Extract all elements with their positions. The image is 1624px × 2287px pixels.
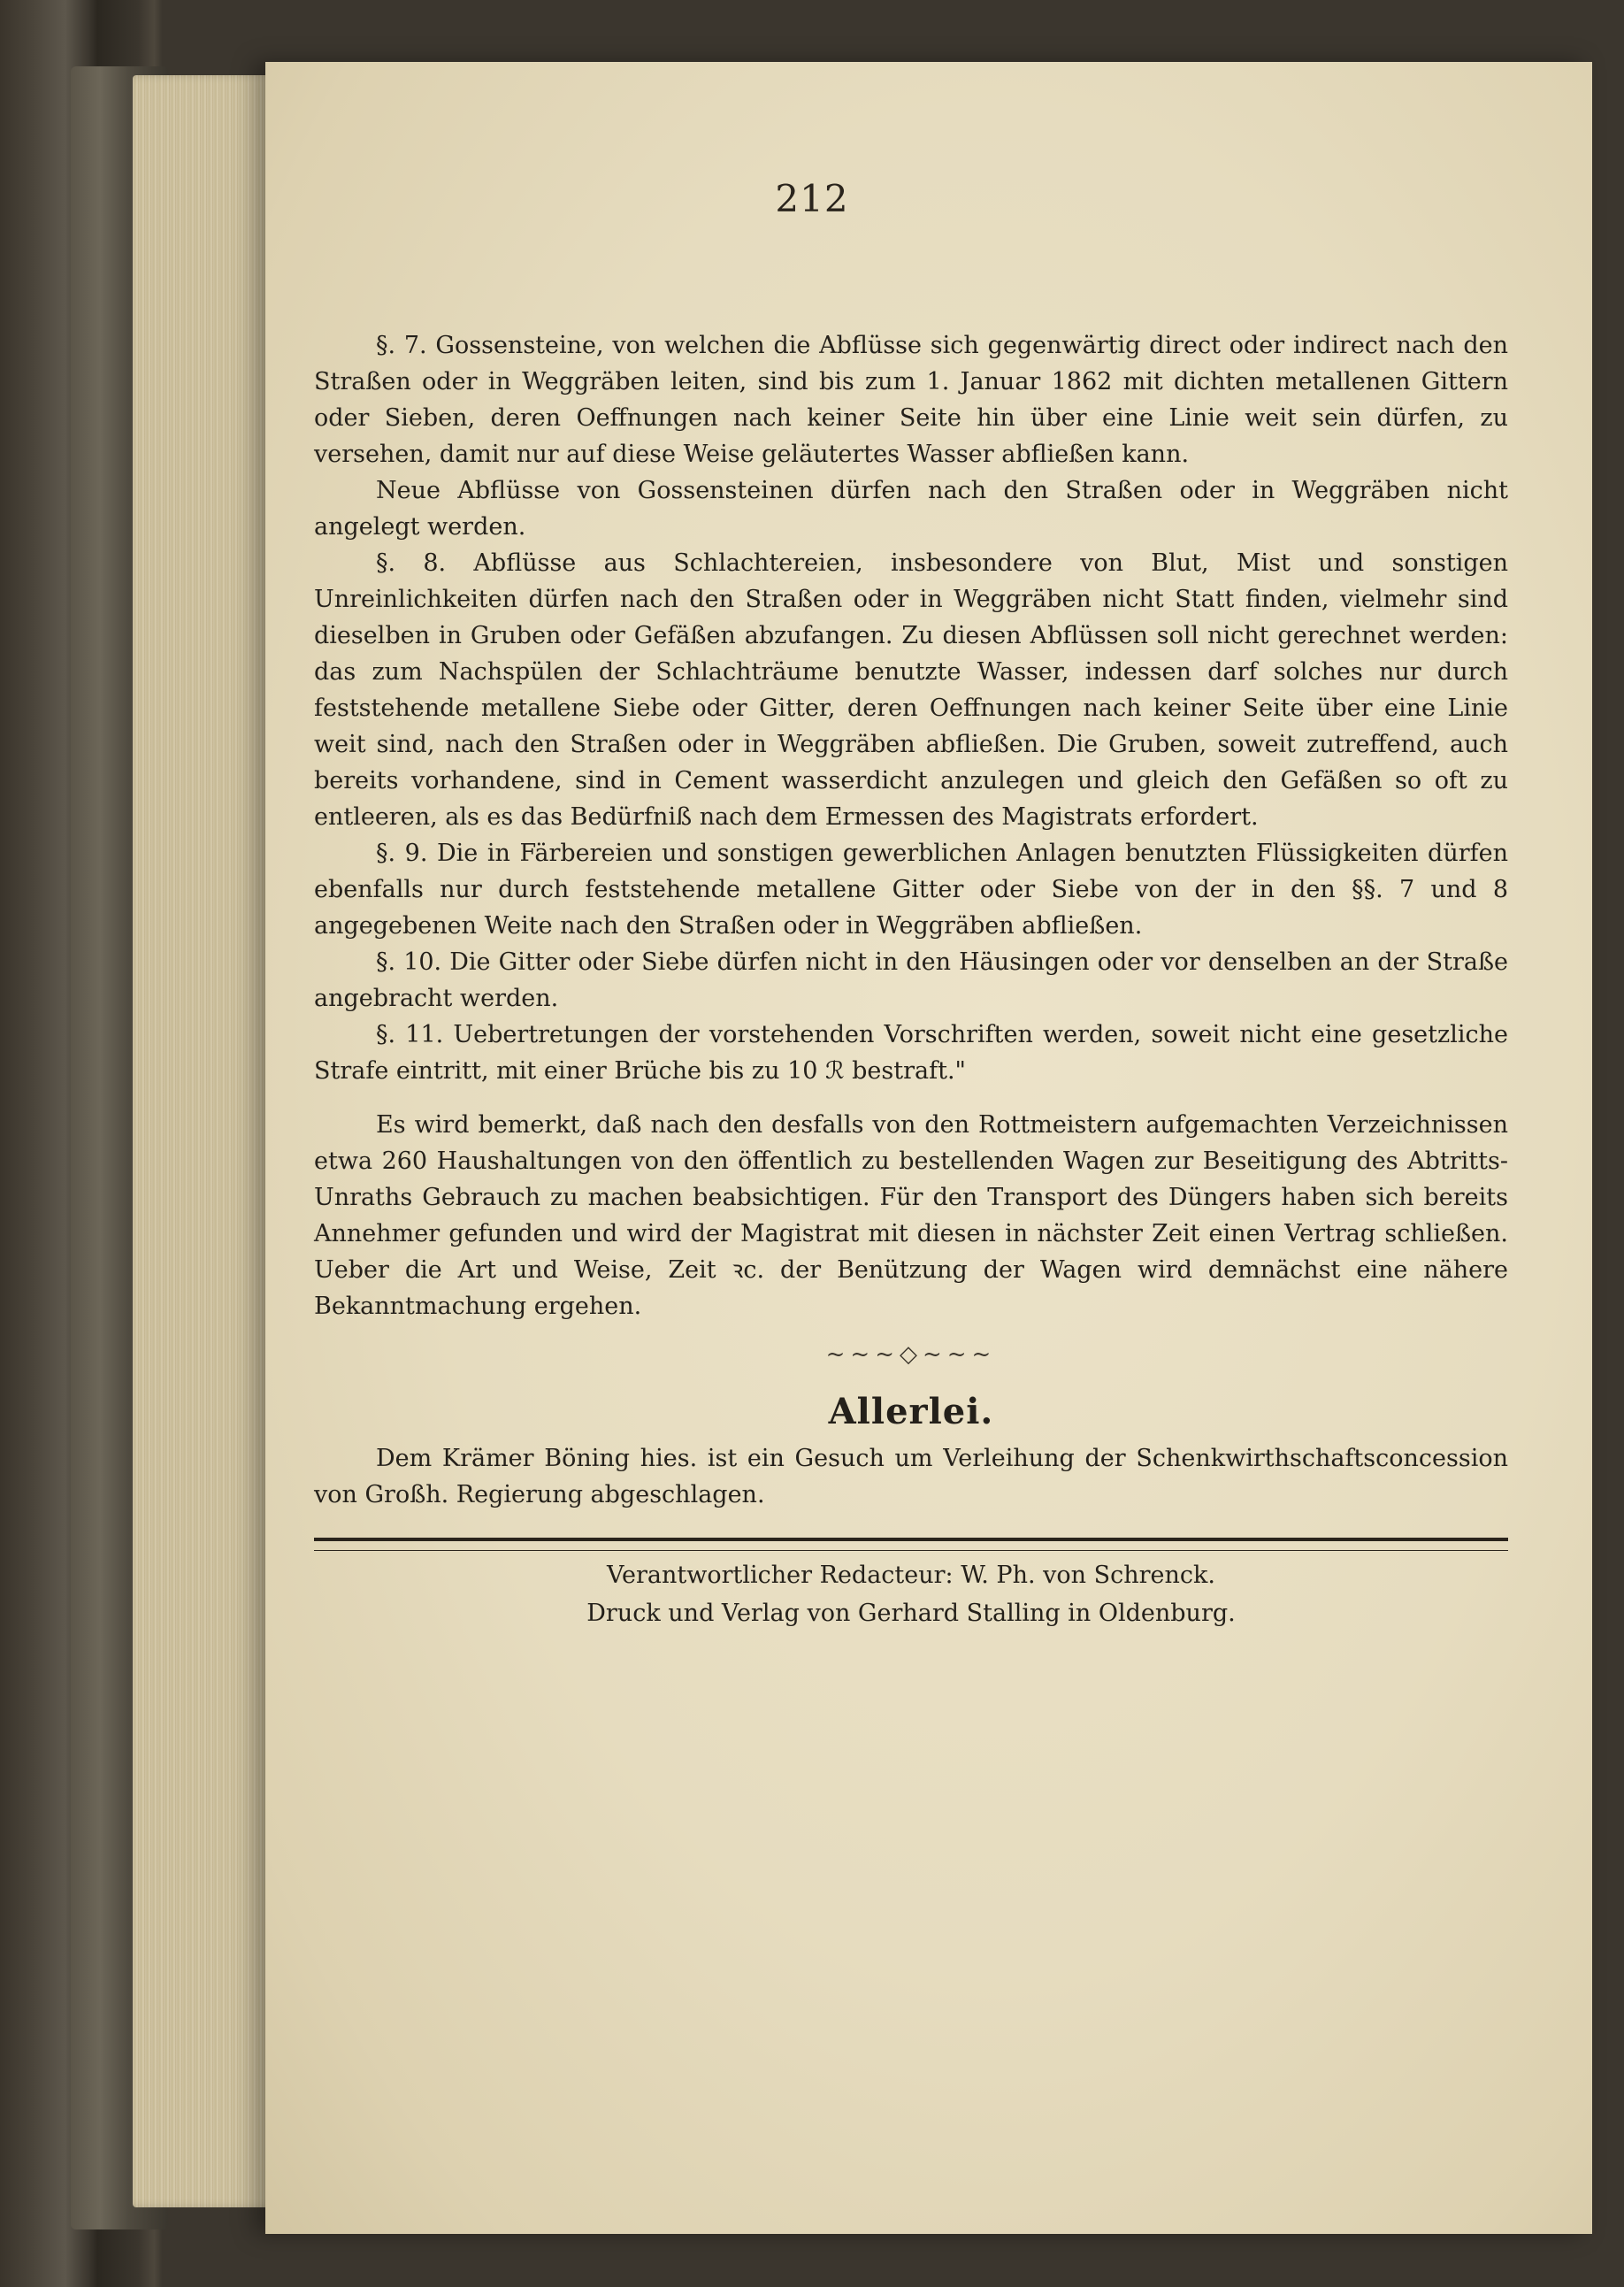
paragraph-remark: Es wird bemerkt, daß nach den desfalls von den Rottmeistern aufgemachten Verzeichnissen etwa 260 Haushaltungen von den öffentlich zu bestellenden Wagen zur Beseitigung des Abtritts-Unraths Gebrauch zu machen beabsichtigen. Für den Transport des Düngers haben sich bereits Annehmer gefunden und wird der Magistrat mit diesen in nächster Zeit einen Vertrag schließen. Ueber die Art und Weise, Zeit ꝛc. der Benützung der Wagen wird demnächst eine nähere Bekanntmachung ergehen.: [314, 1111, 1508, 1320]
footer-printer: Druck und Verlag von Gerhard Stalling in Oldenburg.: [586, 1600, 1236, 1627]
footer-editor: Verantwortlicher Redacteur: W. Ph. von Schrenck.: [607, 1562, 1215, 1589]
paragraph-s7-new: Neue Abflüsse von Gossensteinen dürfen nach den Straßen oder in Weggräben nicht angelegt werden.: [314, 477, 1508, 541]
page-text: [314, 327, 1508, 1632]
paragraph-s10: §. 10. Die Gitter oder Siebe dürfen nicht in den Häusingen oder vor denselben an der Straße angebracht werden.: [314, 948, 1508, 1012]
footer-rule: [314, 1538, 1508, 1551]
paragraph-s8: §. 8. Abflüsse aus Schlachtereien, insbesondere von Blut, Mist und sonstigen Unreinlichkeiten dürfen nach den Straßen oder in Weggräben nicht Statt finden, vielmehr sind dieselben in Gruben oder Gefäßen abzufangen. Zu diesen Abflüssen soll nicht gerechnet werden: das zum Nachspülen der Schlachträume benutzte Wasser, indessen darf solches nur durch feststehende metallene Siebe oder Gitter, deren Oeffnungen nach keiner Seite über eine Linie weit sind, nach den Straßen oder in Weggräben abfließen. Die Gruben, soweit zutreffend, auch bereits vorhandene, sind in Cement wasserdicht anzulegen und gleich den Gefäßen so oft zu entleeren, als es das Bedürfniß nach dem Ermessen des Magistrats erfordert.: [314, 549, 1508, 831]
paragraph-s9: §. 9. Die in Färbereien und sonstigen gewerblichen Anlagen benutzten Flüssigkeiten dürfen ebenfalls nur durch feststehende metallene Gitter oder Siebe von der in den §§. 7 und 8 angegebenen Weite nach den Straßen oder in Weggräben abfließen.: [314, 840, 1508, 940]
section-paragraph: Dem Krämer Böning hies. ist ein Gesuch um Verleihung der Schenkwirthschaftsconcession von Großh. Regierung abgeschlagen.: [314, 1445, 1508, 1508]
ornament-divider: ~~~◇~~~: [825, 1341, 997, 1368]
page-number: 212: [775, 177, 849, 220]
paragraph-s7: §. 7. Gossensteine, von welchen die Abflüsse sich gegenwärtig direct oder indirect nach den Straßen oder in Weggräben leiten, sind bis zum 1. Januar 1862 mit dichten metallenen Gittern oder Sieben, deren Oeffnungen nach keiner Seite hin über eine Linie weit sein dürfen, zu versehen, damit nur auf diese Weise geläutertes Wasser abfließen kann.: [314, 332, 1508, 468]
paragraph-s11: §. 11. Uebertretungen der vorstehenden Vorschriften werden, soweit nicht eine gesetzliche Strafe eintritt, mit einer Brüche bis zu 10 ℛ bestraft.": [314, 1021, 1508, 1085]
section-title: Allerlei.: [828, 1391, 994, 1432]
